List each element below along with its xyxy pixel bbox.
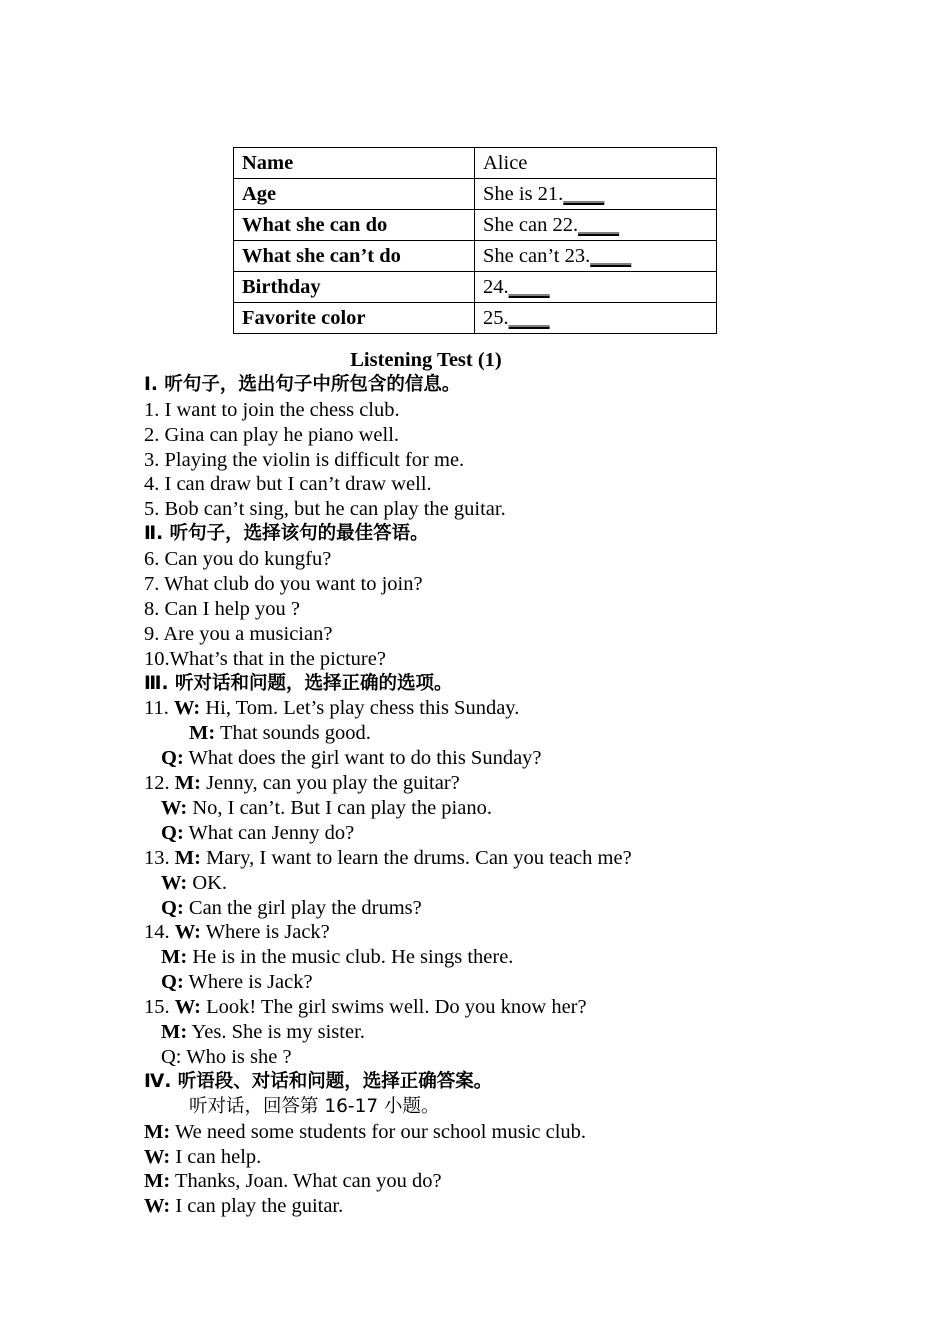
row-value: She can’t 23.____ xyxy=(475,241,717,272)
section-4-intro: 听对话，回答第 16-17 小题。 xyxy=(189,1095,440,1117)
question-line: Q: Can the girl play the drums? xyxy=(161,896,422,919)
row-value: 24.____ xyxy=(475,272,717,303)
speaker-label: W: xyxy=(161,797,188,820)
list-item: 7. What club do you want to join? xyxy=(144,573,423,596)
speaker-label: Q: xyxy=(161,821,184,844)
row-value: Alice xyxy=(475,148,717,179)
answer-blank: ____ xyxy=(578,214,620,236)
speaker-label: Q: xyxy=(161,747,184,770)
question-line: Q: Where is Jack? xyxy=(161,971,313,994)
dialogue-line: W: No, I can’t. But I can play the piano. xyxy=(161,797,492,820)
table-row xyxy=(234,210,717,241)
row-value: 25.____ xyxy=(475,303,717,334)
table-row xyxy=(234,179,717,210)
listening-script xyxy=(144,348,844,1219)
dialogue-line: 13. M: Mary, I want to learn the drums. Can you teach me? xyxy=(144,846,632,869)
dialogue-line: M: That sounds good. xyxy=(189,722,371,745)
speaker-label: M: xyxy=(174,846,201,869)
row-value: She is 21.____ xyxy=(475,179,717,210)
list-item: 3. Playing the violin is difficult for me. xyxy=(144,448,465,471)
row-key: What she can do xyxy=(234,210,475,241)
speaker-label: Q: xyxy=(161,896,184,919)
section-2-heading: Ⅱ. 听句子，选择该句的最佳答语。 xyxy=(144,523,429,545)
list-item: 10.What’s that in the picture? xyxy=(144,647,386,670)
row-key: Name xyxy=(234,148,475,179)
speaker-label: W: xyxy=(161,871,188,894)
dialogue-line: 11. W: Hi, Tom. Let’s play chess this Sunday. xyxy=(144,697,520,720)
question-line: Q: What can Jenny do? xyxy=(161,821,355,844)
speaker-label: W: xyxy=(174,697,201,720)
speaker-label: W: xyxy=(174,921,201,944)
speaker-label: W: xyxy=(144,1145,171,1168)
speaker-label: M: xyxy=(144,1120,171,1143)
table-row xyxy=(234,272,717,303)
speaker-label: M: xyxy=(144,1170,171,1193)
question-line: Q: Who is she ? xyxy=(161,1045,292,1068)
speaker-label: W: xyxy=(174,996,201,1019)
row-key: Favorite color xyxy=(234,303,475,334)
section-4-heading: Ⅳ. 听语段、对话和问题，选择正确答案。 xyxy=(144,1070,493,1092)
list-item: 8. Can I help you ? xyxy=(144,597,300,620)
row-key: Age xyxy=(234,179,475,210)
table-row xyxy=(234,303,717,334)
dialogue-line: W: I can help. xyxy=(144,1145,262,1168)
answer-blank: ____ xyxy=(590,245,632,267)
page-title: Listening Test (1) xyxy=(350,349,502,371)
dialogue-line: 15. W: Look! The girl swims well. Do you know her? xyxy=(144,996,587,1019)
answer-blank: ____ xyxy=(563,183,605,205)
dialogue-line: W: OK. xyxy=(161,871,228,894)
table-row xyxy=(234,148,717,179)
row-key: Birthday xyxy=(234,272,475,303)
dialogue-line: M: Thanks, Joan. What can you do? xyxy=(144,1170,442,1193)
speaker-label: M: xyxy=(161,1021,188,1044)
list-item: 2. Gina can play he piano well. xyxy=(144,423,400,446)
list-item: 4. I can draw but I can’t draw well. xyxy=(144,473,432,496)
table-row xyxy=(234,241,717,272)
dialogue-line: M: Yes. She is my sister. xyxy=(161,1021,365,1044)
dialogue-line: W: I can play the guitar. xyxy=(144,1195,344,1218)
list-item: 9. Are you a musician? xyxy=(144,622,333,645)
speaker-label: Q: xyxy=(161,971,184,994)
speaker-label: M: xyxy=(161,946,188,969)
info-table xyxy=(233,147,717,334)
question-line: Q: What does the girl want to do this Sunday? xyxy=(161,747,542,770)
dialogue-line: 14. W: Where is Jack? xyxy=(144,921,330,944)
speaker-label: M: xyxy=(174,772,201,795)
list-item: 1. I want to join the chess club. xyxy=(144,398,400,421)
dialogue-line: 12. M: Jenny, can you play the guitar? xyxy=(144,772,460,795)
dialogue-line: M: We need some students for our school music club. xyxy=(144,1120,587,1143)
section-3-heading: Ⅲ. 听对话和问题，选择正确的选项。 xyxy=(144,672,453,694)
list-item: 5. Bob can’t sing, but he can play the guitar. xyxy=(144,498,506,521)
list-item: 6. Can you do kungfu? xyxy=(144,548,332,571)
answer-blank: ____ xyxy=(508,307,550,329)
answer-blank: ____ xyxy=(508,276,550,298)
row-value: She can 22.____ xyxy=(475,210,717,241)
speaker-label: M: xyxy=(189,722,216,745)
dialogue-line: M: He is in the music club. He sings there. xyxy=(161,946,514,969)
speaker-label: W: xyxy=(144,1195,171,1218)
section-1-heading: Ⅰ. 听句子，选出句子中所包含的信息。 xyxy=(144,373,461,395)
row-key: What she can’t do xyxy=(234,241,475,272)
